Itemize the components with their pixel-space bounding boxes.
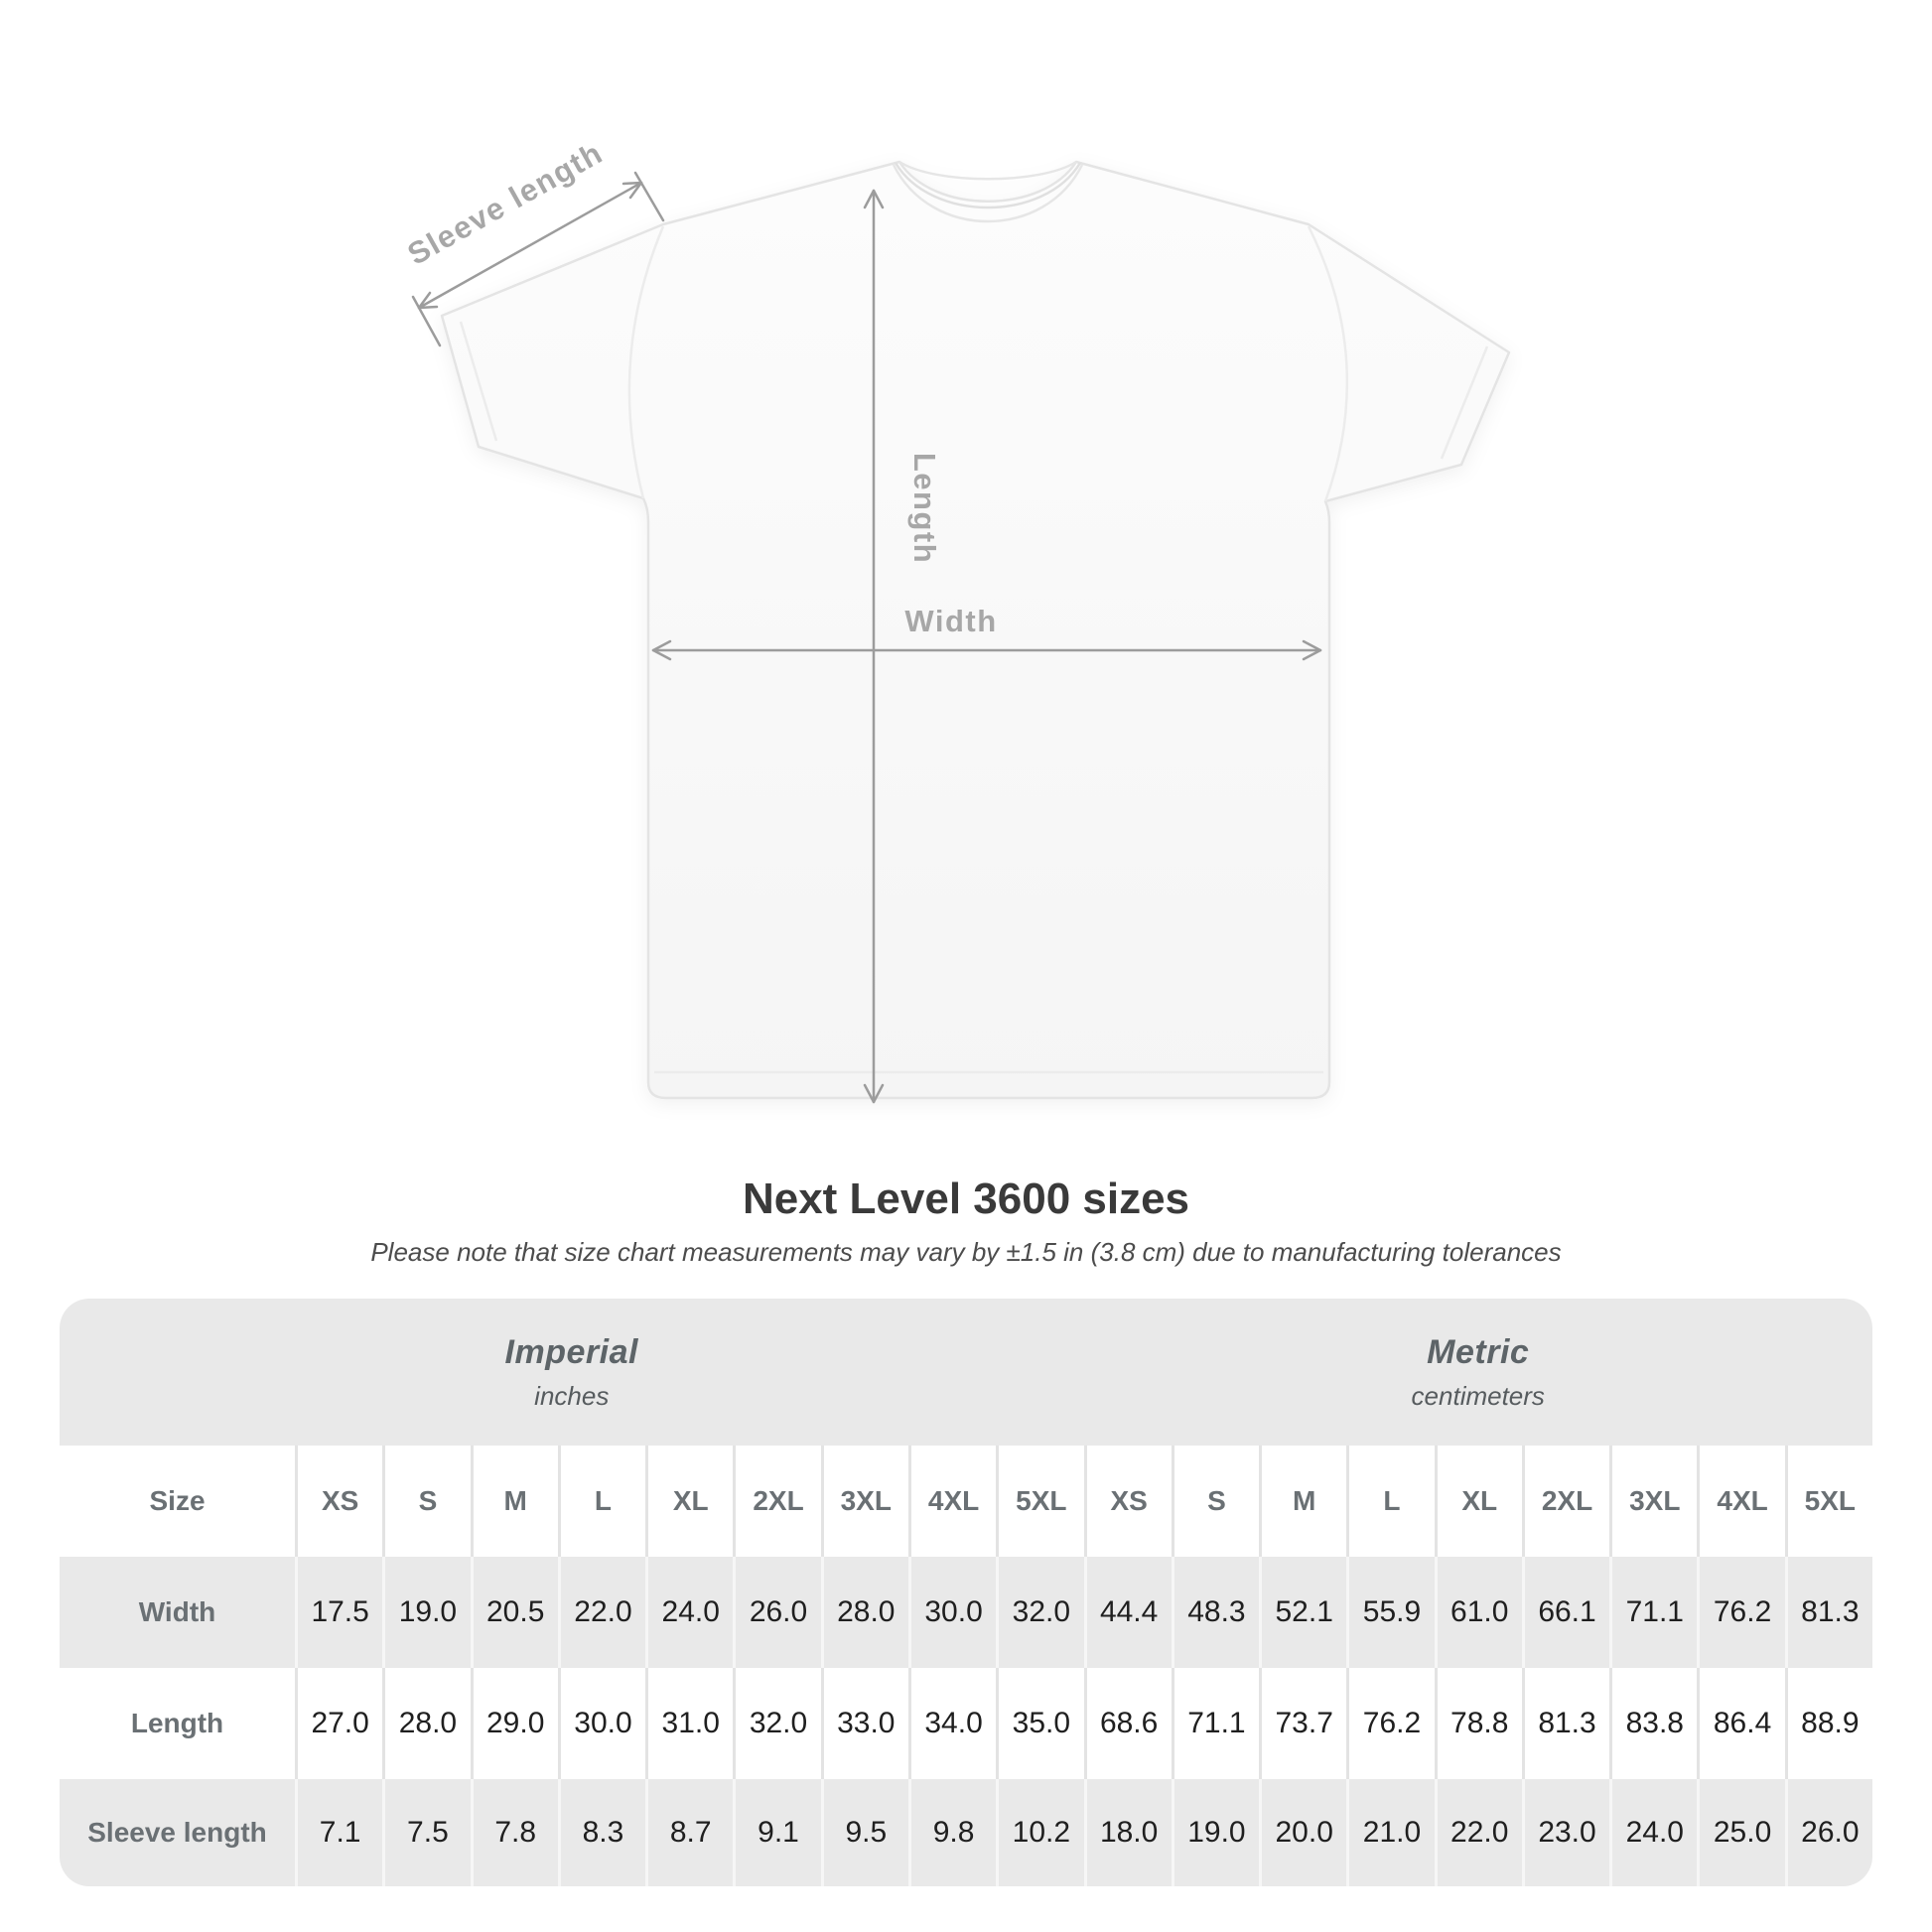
value-cell: 22.0 xyxy=(1435,1779,1522,1886)
imperial-unit-label: Imperial xyxy=(504,1333,638,1371)
value-cell: 61.0 xyxy=(1435,1557,1522,1668)
size-header-cell: S xyxy=(1172,1446,1259,1557)
size-header-cell: 2XL xyxy=(1522,1446,1609,1557)
value-cell: 26.0 xyxy=(1785,1779,1872,1886)
size-header-cell: M xyxy=(1259,1446,1346,1557)
size-header-cell: L xyxy=(558,1446,645,1557)
size-column-header: Size xyxy=(60,1446,295,1557)
value-cell: 27.0 xyxy=(295,1668,382,1779)
size-header-cell: XS xyxy=(1084,1446,1172,1557)
value-cell: 32.0 xyxy=(996,1557,1083,1668)
value-cell: 52.1 xyxy=(1259,1557,1346,1668)
value-cell: 44.4 xyxy=(1084,1557,1172,1668)
value-cell: 7.8 xyxy=(471,1779,558,1886)
imperial-unit-header xyxy=(60,1299,1084,1446)
size-header-cell: 5XL xyxy=(1785,1446,1872,1557)
value-cell: 18.0 xyxy=(1084,1779,1172,1886)
size-header-cell: 3XL xyxy=(1609,1446,1697,1557)
value-cell: 30.0 xyxy=(558,1668,645,1779)
value-cell: 24.0 xyxy=(1609,1779,1697,1886)
metric-unit-header xyxy=(1084,1299,1873,1446)
width-label: Width xyxy=(904,604,998,638)
value-cell: 28.0 xyxy=(821,1557,908,1668)
value-cell: 83.8 xyxy=(1609,1668,1697,1779)
value-cell: 9.5 xyxy=(821,1779,908,1886)
value-cell: 81.3 xyxy=(1522,1668,1609,1779)
value-cell: 76.2 xyxy=(1697,1557,1784,1668)
unit-header-row xyxy=(60,1299,1872,1446)
value-cell: 22.0 xyxy=(558,1557,645,1668)
value-cell: 25.0 xyxy=(1697,1779,1784,1886)
value-cell: 34.0 xyxy=(908,1668,996,1779)
value-cell: 23.0 xyxy=(1522,1779,1609,1886)
value-cell: 48.3 xyxy=(1172,1557,1259,1668)
value-cell: 8.7 xyxy=(645,1779,733,1886)
value-cell: 55.9 xyxy=(1346,1557,1434,1668)
value-cell: 78.8 xyxy=(1435,1668,1522,1779)
value-cell: 17.5 xyxy=(295,1557,382,1668)
value-cell: 81.3 xyxy=(1785,1557,1872,1668)
tolerance-note: Please note that size chart measurements may vary by ±1.5 in (3.8 cm) due to manufacturing tolerances xyxy=(370,1237,1562,1267)
size-header-cell: 5XL xyxy=(996,1446,1083,1557)
sleeve-length-label: Sleeve length xyxy=(401,134,610,272)
value-cell: 28.0 xyxy=(382,1668,470,1779)
value-cell: 20.5 xyxy=(471,1557,558,1668)
value-cell: 71.1 xyxy=(1609,1557,1697,1668)
value-cell: 9.8 xyxy=(908,1779,996,1886)
value-cell: 26.0 xyxy=(733,1557,820,1668)
value-cell: 33.0 xyxy=(821,1668,908,1779)
value-cell: 29.0 xyxy=(471,1668,558,1779)
value-cell: 32.0 xyxy=(733,1668,820,1779)
value-cell: 35.0 xyxy=(996,1668,1083,1779)
value-cell: 71.1 xyxy=(1172,1668,1259,1779)
imperial-unit-sublabel: inches xyxy=(534,1381,610,1411)
value-cell: 7.5 xyxy=(382,1779,470,1886)
value-cell: 10.2 xyxy=(996,1779,1083,1886)
value-cell: 31.0 xyxy=(645,1668,733,1779)
size-header-cell: 3XL xyxy=(821,1446,908,1557)
size-header-cell: 4XL xyxy=(1697,1446,1784,1557)
value-cell: 24.0 xyxy=(645,1557,733,1668)
value-cell: 88.9 xyxy=(1785,1668,1872,1779)
value-cell: 66.1 xyxy=(1522,1557,1609,1668)
size-header-cell: XL xyxy=(1435,1446,1522,1557)
value-cell: 9.1 xyxy=(733,1779,820,1886)
size-header-cell: S xyxy=(382,1446,470,1557)
size-header-cell: M xyxy=(471,1446,558,1557)
size-table-grid xyxy=(60,1446,1872,1886)
value-cell: 8.3 xyxy=(558,1779,645,1886)
value-cell: 30.0 xyxy=(908,1557,996,1668)
size-table xyxy=(60,1299,1872,1886)
size-header-cell: L xyxy=(1346,1446,1434,1557)
size-header-cell: 4XL xyxy=(908,1446,996,1557)
value-cell: 86.4 xyxy=(1697,1668,1784,1779)
row-label: Length xyxy=(60,1668,295,1779)
value-cell: 73.7 xyxy=(1259,1668,1346,1779)
length-label: Length xyxy=(907,452,942,565)
value-cell: 7.1 xyxy=(295,1779,382,1886)
row-label: Sleeve length xyxy=(87,1817,267,1848)
page-title: Next Level 3600 sizes xyxy=(742,1174,1190,1223)
value-cell: 68.6 xyxy=(1084,1668,1172,1779)
size-header-cell: 2XL xyxy=(733,1446,820,1557)
value-cell: 76.2 xyxy=(1346,1668,1434,1779)
metric-unit-sublabel: centimeters xyxy=(1411,1381,1545,1411)
row-label: Width xyxy=(138,1596,216,1627)
value-cell: 19.0 xyxy=(1172,1779,1259,1886)
value-cell: 21.0 xyxy=(1346,1779,1434,1886)
value-cell: 20.0 xyxy=(1259,1779,1346,1886)
metric-unit-label: Metric xyxy=(1427,1333,1530,1371)
value-cell: 19.0 xyxy=(382,1557,470,1668)
size-header-cell: XL xyxy=(645,1446,733,1557)
size-header-cell: XS xyxy=(295,1446,382,1557)
